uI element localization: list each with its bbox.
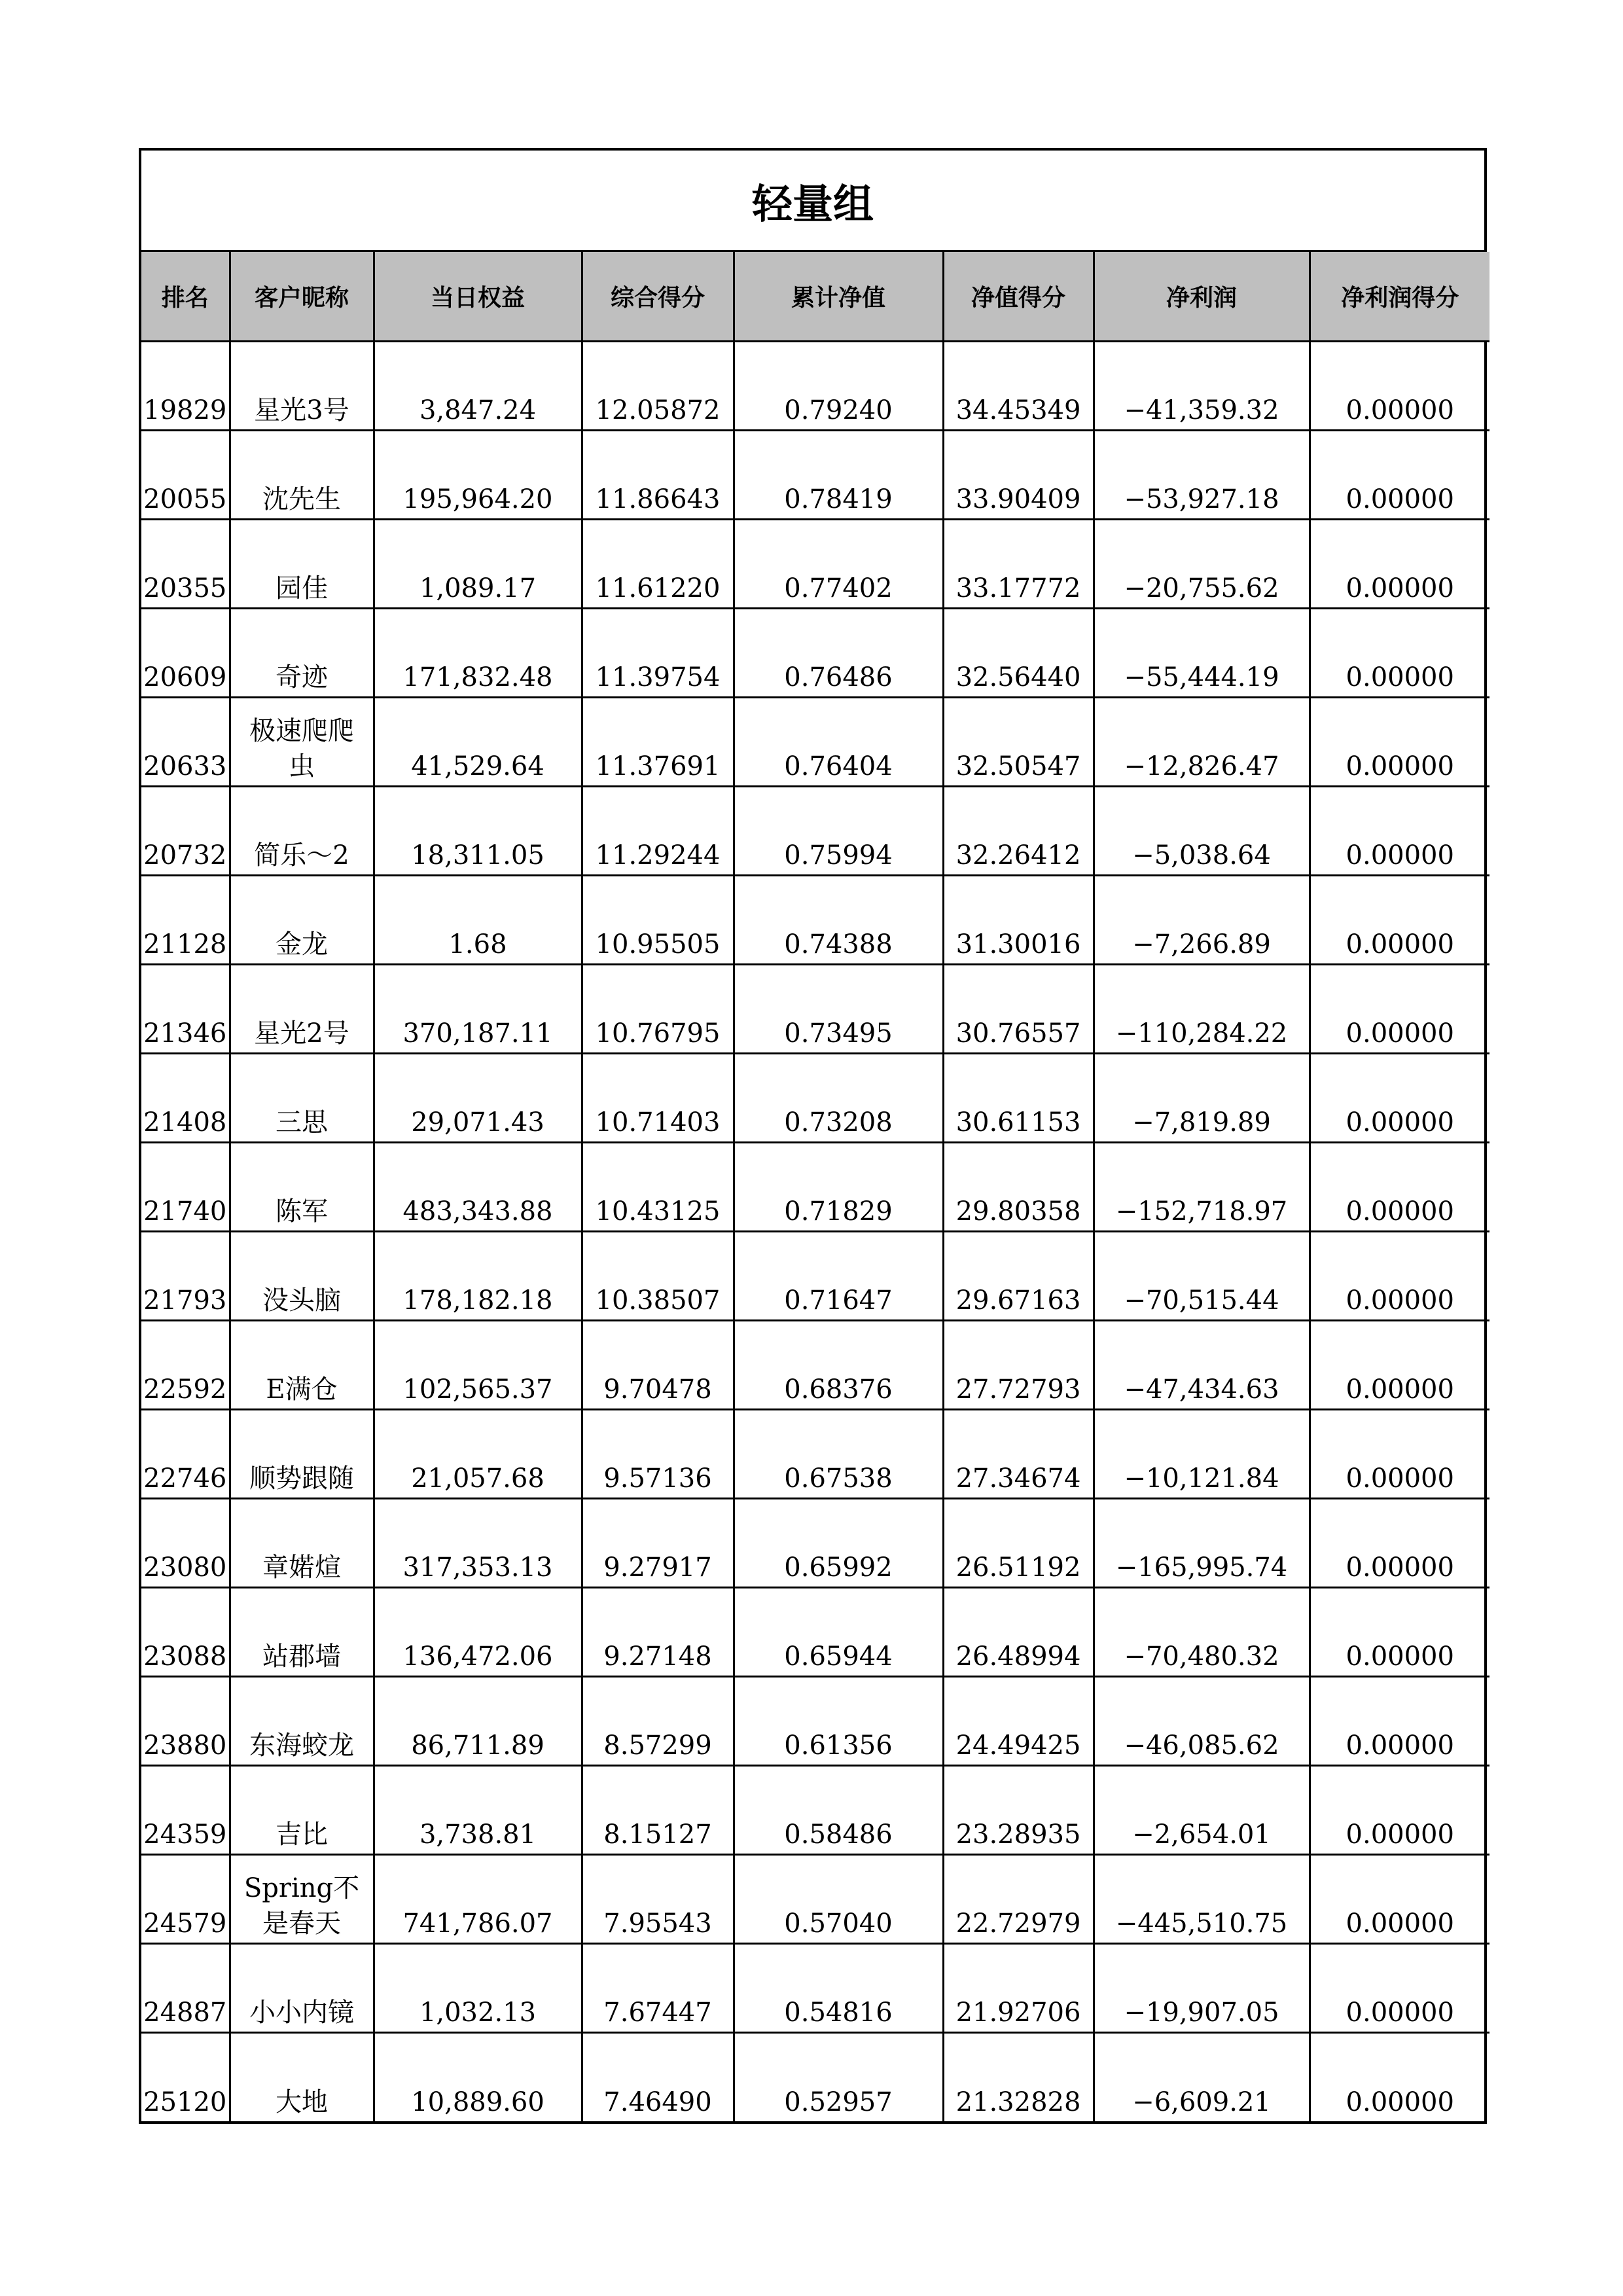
cell-nickname [230, 697, 374, 786]
table-row [141, 1765, 1489, 1854]
cell-equity: 10,889.60 [374, 2032, 582, 2121]
cell-nickname: 没头脑 [230, 1231, 374, 1320]
cell-profit-score: 0.00000 [1310, 519, 1489, 608]
cell-rank: 22592 [141, 1320, 230, 1409]
cell-total-score: 10.76795 [582, 964, 734, 1053]
cell-profit-score: 0.00000 [1310, 1498, 1489, 1587]
cell-nav-score: 30.76557 [943, 964, 1094, 1053]
cell-rank: 23088 [141, 1587, 230, 1676]
cell-nav-score: 33.17772 [943, 519, 1094, 608]
table-row [141, 786, 1489, 875]
cell-total-score: 8.15127 [582, 1765, 734, 1854]
col-header-net-profit: 净利润 [1094, 252, 1310, 341]
cell-nav-score: 27.72793 [943, 1320, 1094, 1409]
cell-nav-score: 26.51192 [943, 1498, 1094, 1587]
cell-nickname: 星光2号 [230, 964, 374, 1053]
cell-equity: 86,711.89 [374, 1676, 582, 1765]
cell-equity: 178,182.18 [374, 1231, 582, 1320]
table-row [141, 1320, 1489, 1409]
cell-profit-score: 0.00000 [1310, 2032, 1489, 2121]
cell-nav-score: 31.30016 [943, 875, 1094, 964]
table-row [141, 430, 1489, 519]
cell-nickname: 吉比 [230, 1765, 374, 1854]
cell-net-profit: −5,038.64 [1094, 786, 1310, 875]
cell-nickname: 小小内镜 [230, 1943, 374, 2032]
cell-cumulative-nav: 0.65992 [734, 1498, 943, 1587]
cell-nav-score: 32.26412 [943, 786, 1094, 875]
cell-net-profit: −46,085.62 [1094, 1676, 1310, 1765]
cell-net-profit: −165,995.74 [1094, 1498, 1310, 1587]
cell-cumulative-nav: 0.71829 [734, 1142, 943, 1231]
cell-cumulative-nav: 0.61356 [734, 1676, 943, 1765]
cell-total-score: 9.70478 [582, 1320, 734, 1409]
cell-total-score: 10.95505 [582, 875, 734, 964]
cell-equity: 741,786.07 [374, 1854, 582, 1943]
cell-equity: 195,964.20 [374, 430, 582, 519]
cell-profit-score: 0.00000 [1310, 1231, 1489, 1320]
cell-profit-score: 0.00000 [1310, 697, 1489, 786]
cell-rank: 20355 [141, 519, 230, 608]
cell-cumulative-nav: 0.76486 [734, 608, 943, 697]
cell-equity: 21,057.68 [374, 1409, 582, 1498]
nickname-line: 极速爬爬 [249, 715, 354, 746]
cell-nav-score: 29.80358 [943, 1142, 1094, 1231]
cell-nav-score: 33.90409 [943, 430, 1094, 519]
table-row [141, 1053, 1489, 1142]
cell-equity: 1.68 [374, 875, 582, 964]
cell-profit-score: 0.00000 [1310, 1142, 1489, 1231]
table-row [141, 341, 1489, 430]
cell-total-score: 7.67447 [582, 1943, 734, 2032]
cell-nickname: 简乐～2 [230, 786, 374, 875]
cell-equity: 18,311.05 [374, 786, 582, 875]
cell-cumulative-nav: 0.79240 [734, 341, 943, 430]
header-row [141, 252, 1489, 341]
cell-total-score: 10.38507 [582, 1231, 734, 1320]
table-row [141, 1142, 1489, 1231]
cell-rank: 24887 [141, 1943, 230, 2032]
cell-total-score: 7.95543 [582, 1854, 734, 1943]
cell-nickname: 三思 [230, 1053, 374, 1142]
table-row [141, 1231, 1489, 1320]
cell-nav-score: 27.34674 [943, 1409, 1094, 1498]
ranking-sheet [139, 148, 1487, 2124]
cell-net-profit: −6,609.21 [1094, 2032, 1310, 2121]
cell-nav-score: 32.56440 [943, 608, 1094, 697]
cell-net-profit: −20,755.62 [1094, 519, 1310, 608]
cell-nav-score: 30.61153 [943, 1053, 1094, 1142]
cell-rank: 21740 [141, 1142, 230, 1231]
cell-equity: 3,738.81 [374, 1765, 582, 1854]
cell-nickname: 站郡墙 [230, 1587, 374, 1676]
cell-rank: 25120 [141, 2032, 230, 2121]
cell-total-score: 11.61220 [582, 519, 734, 608]
cell-total-score: 11.37691 [582, 697, 734, 786]
cell-equity: 3,847.24 [374, 341, 582, 430]
cell-nav-score: 23.28935 [943, 1765, 1094, 1854]
cell-nickname: 园佳 [230, 519, 374, 608]
table-body [141, 341, 1489, 2121]
cell-profit-score: 0.00000 [1310, 608, 1489, 697]
cell-total-score: 9.27917 [582, 1498, 734, 1587]
cell-nickname: E满仓 [230, 1320, 374, 1409]
cell-nav-score: 21.32828 [943, 2032, 1094, 2121]
col-header-total-score: 综合得分 [582, 252, 734, 341]
cell-total-score: 8.57299 [582, 1676, 734, 1765]
cell-cumulative-nav: 0.73495 [734, 964, 943, 1053]
cell-total-score: 9.57136 [582, 1409, 734, 1498]
cell-equity: 483,343.88 [374, 1142, 582, 1231]
cell-equity: 317,353.13 [374, 1498, 582, 1587]
cell-nav-score: 29.67163 [943, 1231, 1094, 1320]
cell-net-profit: −41,359.32 [1094, 341, 1310, 430]
cell-net-profit: −19,907.05 [1094, 1943, 1310, 2032]
cell-net-profit: −7,266.89 [1094, 875, 1310, 964]
cell-equity: 102,565.37 [374, 1320, 582, 1409]
cell-net-profit: −47,434.63 [1094, 1320, 1310, 1409]
cell-net-profit: −70,515.44 [1094, 1231, 1310, 1320]
cell-cumulative-nav: 0.58486 [734, 1765, 943, 1854]
col-header-nickname: 客户昵称 [230, 252, 374, 341]
cell-nickname: 东海蛟龙 [230, 1676, 374, 1765]
cell-total-score: 11.39754 [582, 608, 734, 697]
cell-rank: 22746 [141, 1409, 230, 1498]
table-row [141, 1676, 1489, 1765]
cell-rank: 20609 [141, 608, 230, 697]
table-row [141, 1943, 1489, 2032]
col-header-cumulative-nav: 累计净值 [734, 252, 943, 341]
table-row [141, 697, 1489, 786]
table-row [141, 1409, 1489, 1498]
cell-net-profit: −2,654.01 [1094, 1765, 1310, 1854]
cell-equity: 1,089.17 [374, 519, 582, 608]
cell-profit-score: 0.00000 [1310, 1587, 1489, 1676]
cell-cumulative-nav: 0.57040 [734, 1854, 943, 1943]
cell-cumulative-nav: 0.71647 [734, 1231, 943, 1320]
cell-nav-score: 26.48994 [943, 1587, 1094, 1676]
cell-net-profit: −110,284.22 [1094, 964, 1310, 1053]
cell-rank: 21793 [141, 1231, 230, 1320]
cell-cumulative-nav: 0.54816 [734, 1943, 943, 2032]
cell-net-profit: −152,718.97 [1094, 1142, 1310, 1231]
cell-nickname: 章婼煊 [230, 1498, 374, 1587]
cell-net-profit: −55,444.19 [1094, 608, 1310, 697]
cell-equity: 41,529.64 [374, 697, 582, 786]
cell-rank: 20055 [141, 430, 230, 519]
table-row [141, 608, 1489, 697]
col-header-rank: 排名 [141, 252, 230, 341]
cell-cumulative-nav: 0.78419 [734, 430, 943, 519]
table-row [141, 519, 1489, 608]
cell-equity: 171,832.48 [374, 608, 582, 697]
cell-profit-score: 0.00000 [1310, 1409, 1489, 1498]
cell-total-score: 7.46490 [582, 2032, 734, 2121]
cell-net-profit: −445,510.75 [1094, 1854, 1310, 1943]
col-header-profit-score: 净利润得分 [1310, 252, 1489, 341]
cell-equity: 29,071.43 [374, 1053, 582, 1142]
cell-profit-score: 0.00000 [1310, 341, 1489, 430]
cell-net-profit: −70,480.32 [1094, 1587, 1310, 1676]
cell-nav-score: 34.45349 [943, 341, 1094, 430]
cell-total-score: 10.43125 [582, 1142, 734, 1231]
cell-nickname: 陈军 [230, 1142, 374, 1231]
table-row [141, 875, 1489, 964]
ranking-table [141, 252, 1489, 2121]
cell-rank: 21128 [141, 875, 230, 964]
cell-nickname [230, 1854, 374, 1943]
cell-net-profit: −53,927.18 [1094, 430, 1310, 519]
cell-net-profit: −10,121.84 [1094, 1409, 1310, 1498]
nickname-line: 是春天 [262, 1908, 341, 1939]
cell-nav-score: 32.50547 [943, 697, 1094, 786]
sheet-title: 轻量组 [141, 151, 1484, 252]
cell-rank: 20732 [141, 786, 230, 875]
cell-cumulative-nav: 0.73208 [734, 1053, 943, 1142]
cell-profit-score: 0.00000 [1310, 1320, 1489, 1409]
cell-cumulative-nav: 0.68376 [734, 1320, 943, 1409]
cell-nickname: 顺势跟随 [230, 1409, 374, 1498]
cell-rank: 23080 [141, 1498, 230, 1587]
cell-net-profit: −7,819.89 [1094, 1053, 1310, 1142]
cell-rank: 23880 [141, 1676, 230, 1765]
cell-rank: 24359 [141, 1765, 230, 1854]
cell-rank: 21408 [141, 1053, 230, 1142]
cell-nav-score: 24.49425 [943, 1676, 1094, 1765]
table-row [141, 2032, 1489, 2121]
table-row [141, 964, 1489, 1053]
cell-rank: 24579 [141, 1854, 230, 1943]
cell-equity: 136,472.06 [374, 1587, 582, 1676]
cell-net-profit: −12,826.47 [1094, 697, 1310, 786]
cell-nickname: 大地 [230, 2032, 374, 2121]
cell-total-score: 9.27148 [582, 1587, 734, 1676]
col-header-equity: 当日权益 [374, 252, 582, 341]
cell-nav-score: 22.72979 [943, 1854, 1094, 1943]
cell-profit-score: 0.00000 [1310, 430, 1489, 519]
cell-rank: 19829 [141, 341, 230, 430]
cell-rank: 20633 [141, 697, 230, 786]
cell-nickname: 沈先生 [230, 430, 374, 519]
cell-cumulative-nav: 0.75994 [734, 786, 943, 875]
cell-nickname: 金龙 [230, 875, 374, 964]
cell-cumulative-nav: 0.74388 [734, 875, 943, 964]
cell-equity: 370,187.11 [374, 964, 582, 1053]
cell-cumulative-nav: 0.76404 [734, 697, 943, 786]
cell-profit-score: 0.00000 [1310, 875, 1489, 964]
cell-nickname: 奇迹 [230, 608, 374, 697]
cell-cumulative-nav: 0.77402 [734, 519, 943, 608]
table-row [141, 1854, 1489, 1943]
cell-total-score: 11.86643 [582, 430, 734, 519]
cell-equity: 1,032.13 [374, 1943, 582, 2032]
nickname-line: Spring不 [243, 1873, 360, 1903]
cell-nav-score: 21.92706 [943, 1943, 1094, 2032]
cell-profit-score: 0.00000 [1310, 1854, 1489, 1943]
cell-rank: 21346 [141, 964, 230, 1053]
nickname-line: 虫 [289, 751, 315, 781]
cell-cumulative-nav: 0.52957 [734, 2032, 943, 2121]
table-row [141, 1498, 1489, 1587]
cell-profit-score: 0.00000 [1310, 1765, 1489, 1854]
cell-nickname: 星光3号 [230, 341, 374, 430]
cell-total-score: 10.71403 [582, 1053, 734, 1142]
col-header-nav-score: 净值得分 [943, 252, 1094, 341]
cell-cumulative-nav: 0.67538 [734, 1409, 943, 1498]
cell-profit-score: 0.00000 [1310, 964, 1489, 1053]
table-row [141, 1587, 1489, 1676]
cell-cumulative-nav: 0.65944 [734, 1587, 943, 1676]
cell-total-score: 11.29244 [582, 786, 734, 875]
cell-profit-score: 0.00000 [1310, 1676, 1489, 1765]
cell-profit-score: 0.00000 [1310, 1053, 1489, 1142]
cell-profit-score: 0.00000 [1310, 1943, 1489, 2032]
cell-total-score: 12.05872 [582, 341, 734, 430]
cell-profit-score: 0.00000 [1310, 786, 1489, 875]
